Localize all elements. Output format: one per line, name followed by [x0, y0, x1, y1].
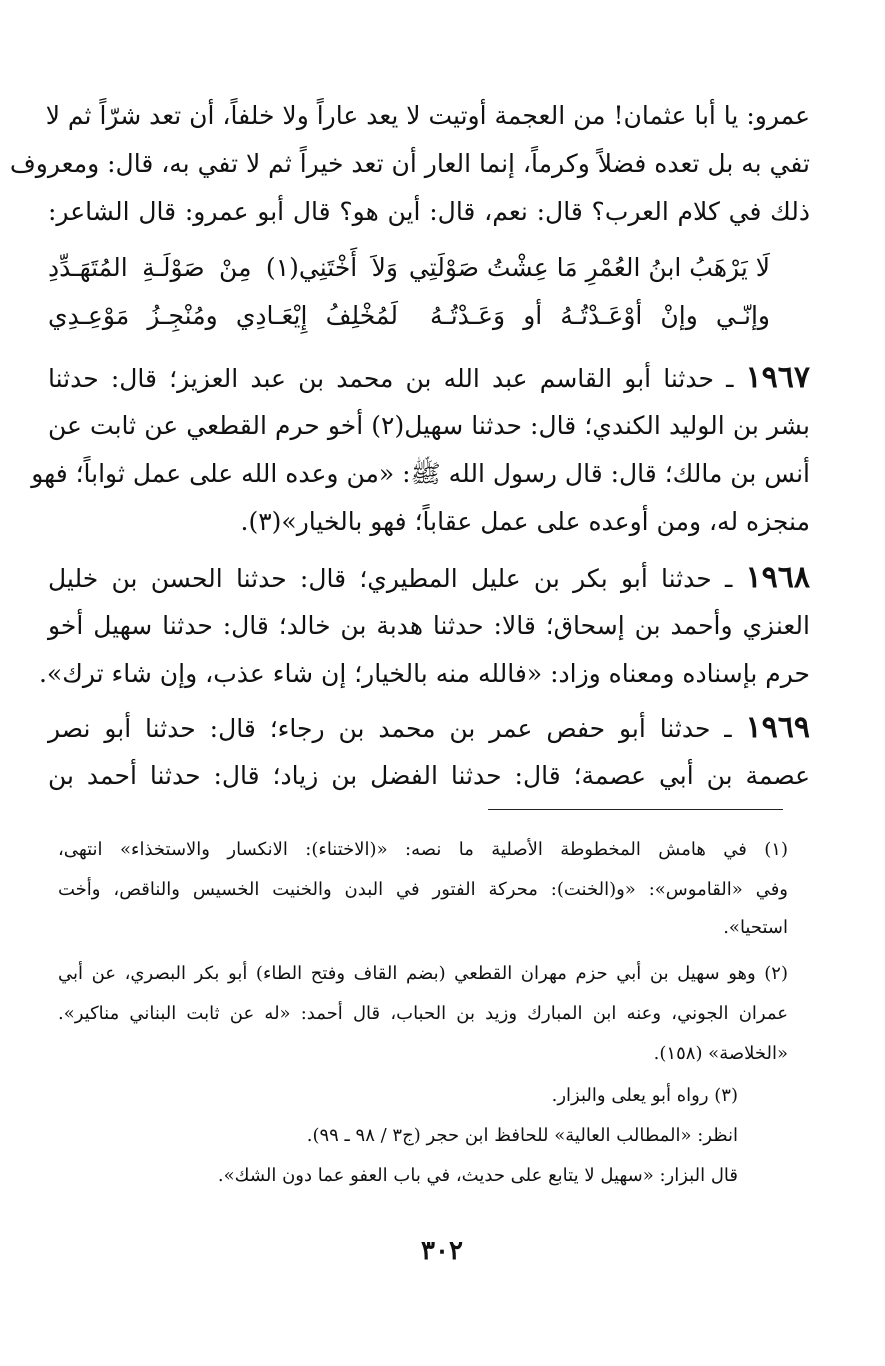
- footnote-2-line: (٢) وهو سهيل بن أبي حزم مهران القطعي (بضم القاف وفتح الطاء) أبو بكر البصري، عن أبي: [58, 963, 788, 984]
- hadith-text: ـ حدثنا أبو حفص عمر بن محمد بن رجاء؛ قال: حدثنا أبو نصر: [48, 714, 746, 743]
- hadith-number: ١٩٦٧: [745, 360, 810, 395]
- hadith-1967-heading: [48, 358, 810, 398]
- body-line: العنزي وأحمد بن إسحاق؛ قالا: حدثنا هدبة بن خالد؛ قال: حدثنا سهيل أخو: [48, 611, 810, 640]
- poem-verse-first-half: لَا يَرْهَبُ ابنُ العُمْرِ مَا عِشْتُ صَوْلَتِي: [408, 253, 770, 282]
- hadith-number: ١٩٦٩: [745, 710, 810, 745]
- footnote-1-line: وفي «القاموس»: «و(الخنت): محركة الفتور في البدن والخنيت الخسيس والناقص، وأخت: [58, 879, 788, 900]
- footnote-3-line: (٣) رواه أبو يعلى والبزار.: [551, 1085, 738, 1106]
- body-line: منجزه له، ومن أوعده على عمل عقاباً؛ فهو بالخيار»(٣).: [240, 507, 810, 536]
- body-line: ذلك في كلام العرب؟ قال: نعم، قال: أين هو؟ قال أبو عمرو: قال الشاعر:: [48, 197, 810, 226]
- footnote-1-line: استحيا».: [723, 917, 788, 938]
- poem-verse-second-half: لَمُخْلِفُ إِيْعَـادِي ومُنْجِـزُ مَوْعِـدِي: [48, 301, 398, 330]
- hadith-text: ـ حدثنا أبو بكر بن عليل المطيري؛ قال: حدثنا الحسن بن خليل: [48, 564, 746, 593]
- body-line: أنس بن مالك؛ قال: قال رسول الله ﷺ: «من وعده الله على عمل ثواباً؛ فهو: [31, 459, 810, 488]
- body-line: حرم بإسناده ومعناه وزاد: «فالله منه بالخيار؛ إن شاء عذب، وإن شاء ترك».: [38, 659, 810, 688]
- footnote-1-line: (١) في هامش المخطوطة الأصلية ما نصه: «(الاختناء): الانكسار والاستخذاء» انتهى،: [58, 839, 788, 860]
- poem-verse-second-half: وَلاَ أَخْتَنِي(١) مِنْ صَوْلَـةِ المُتَهَـدِّدِ: [48, 253, 399, 282]
- body-line: عمرو: يا أبا عثمان! من العجمة أوتيت لا يعد عاراً ولا خلفاً، أن تعد شرّاً ثم لا: [45, 101, 810, 130]
- footnote-separator: [488, 809, 783, 810]
- hadith-1969-heading: [48, 708, 810, 748]
- footnote-3-line: انظر: «المطالب العالية» للحافظ ابن حجر (ج٣ / ٩٨ ـ ٩٩).: [306, 1125, 738, 1146]
- body-line: عصمة بن أبي عصمة؛ قال: حدثنا الفضل بن زياد؛ قال: حدثنا أحمد بن: [48, 761, 810, 790]
- footnote-3-line: قال البزار: «سهيل لا يتابع على حديث، في باب العفو عما دون الشك».: [217, 1165, 738, 1186]
- poem-verse-first-half: وإنّـي وإنْ أوْعَـدْتُـهُ أو وَعَـدْتُـهُ: [430, 301, 770, 330]
- footnote-2-line: «الخلاصة» (١٥٨).: [653, 1043, 788, 1064]
- body-line: بشر بن الوليد الكندي؛ قال: حدثنا سهيل(٢) أخو حرم القطعي عن ثابت عن: [48, 411, 810, 440]
- hadith-text: ـ حدثنا أبو القاسم عبد الله بن محمد بن عبد العزيز؛ قال: حدثنا: [48, 364, 746, 393]
- footnote-2-line: عمران الجوني، وعنه ابن المبارك وزيد بن الحباب، قال أحمد: «له عن ثابت البناني مناكير».: [58, 1003, 788, 1024]
- body-line: تفي به بل تعده فضلاً وكرماً، إنما العار أن تعد خيراً ثم لا تفي به، قال: ومعروف: [9, 149, 810, 178]
- hadith-number: ١٩٦٨: [745, 560, 810, 595]
- page-number: ٣٠٢: [421, 1236, 463, 1266]
- hadith-1968-heading: [48, 558, 810, 598]
